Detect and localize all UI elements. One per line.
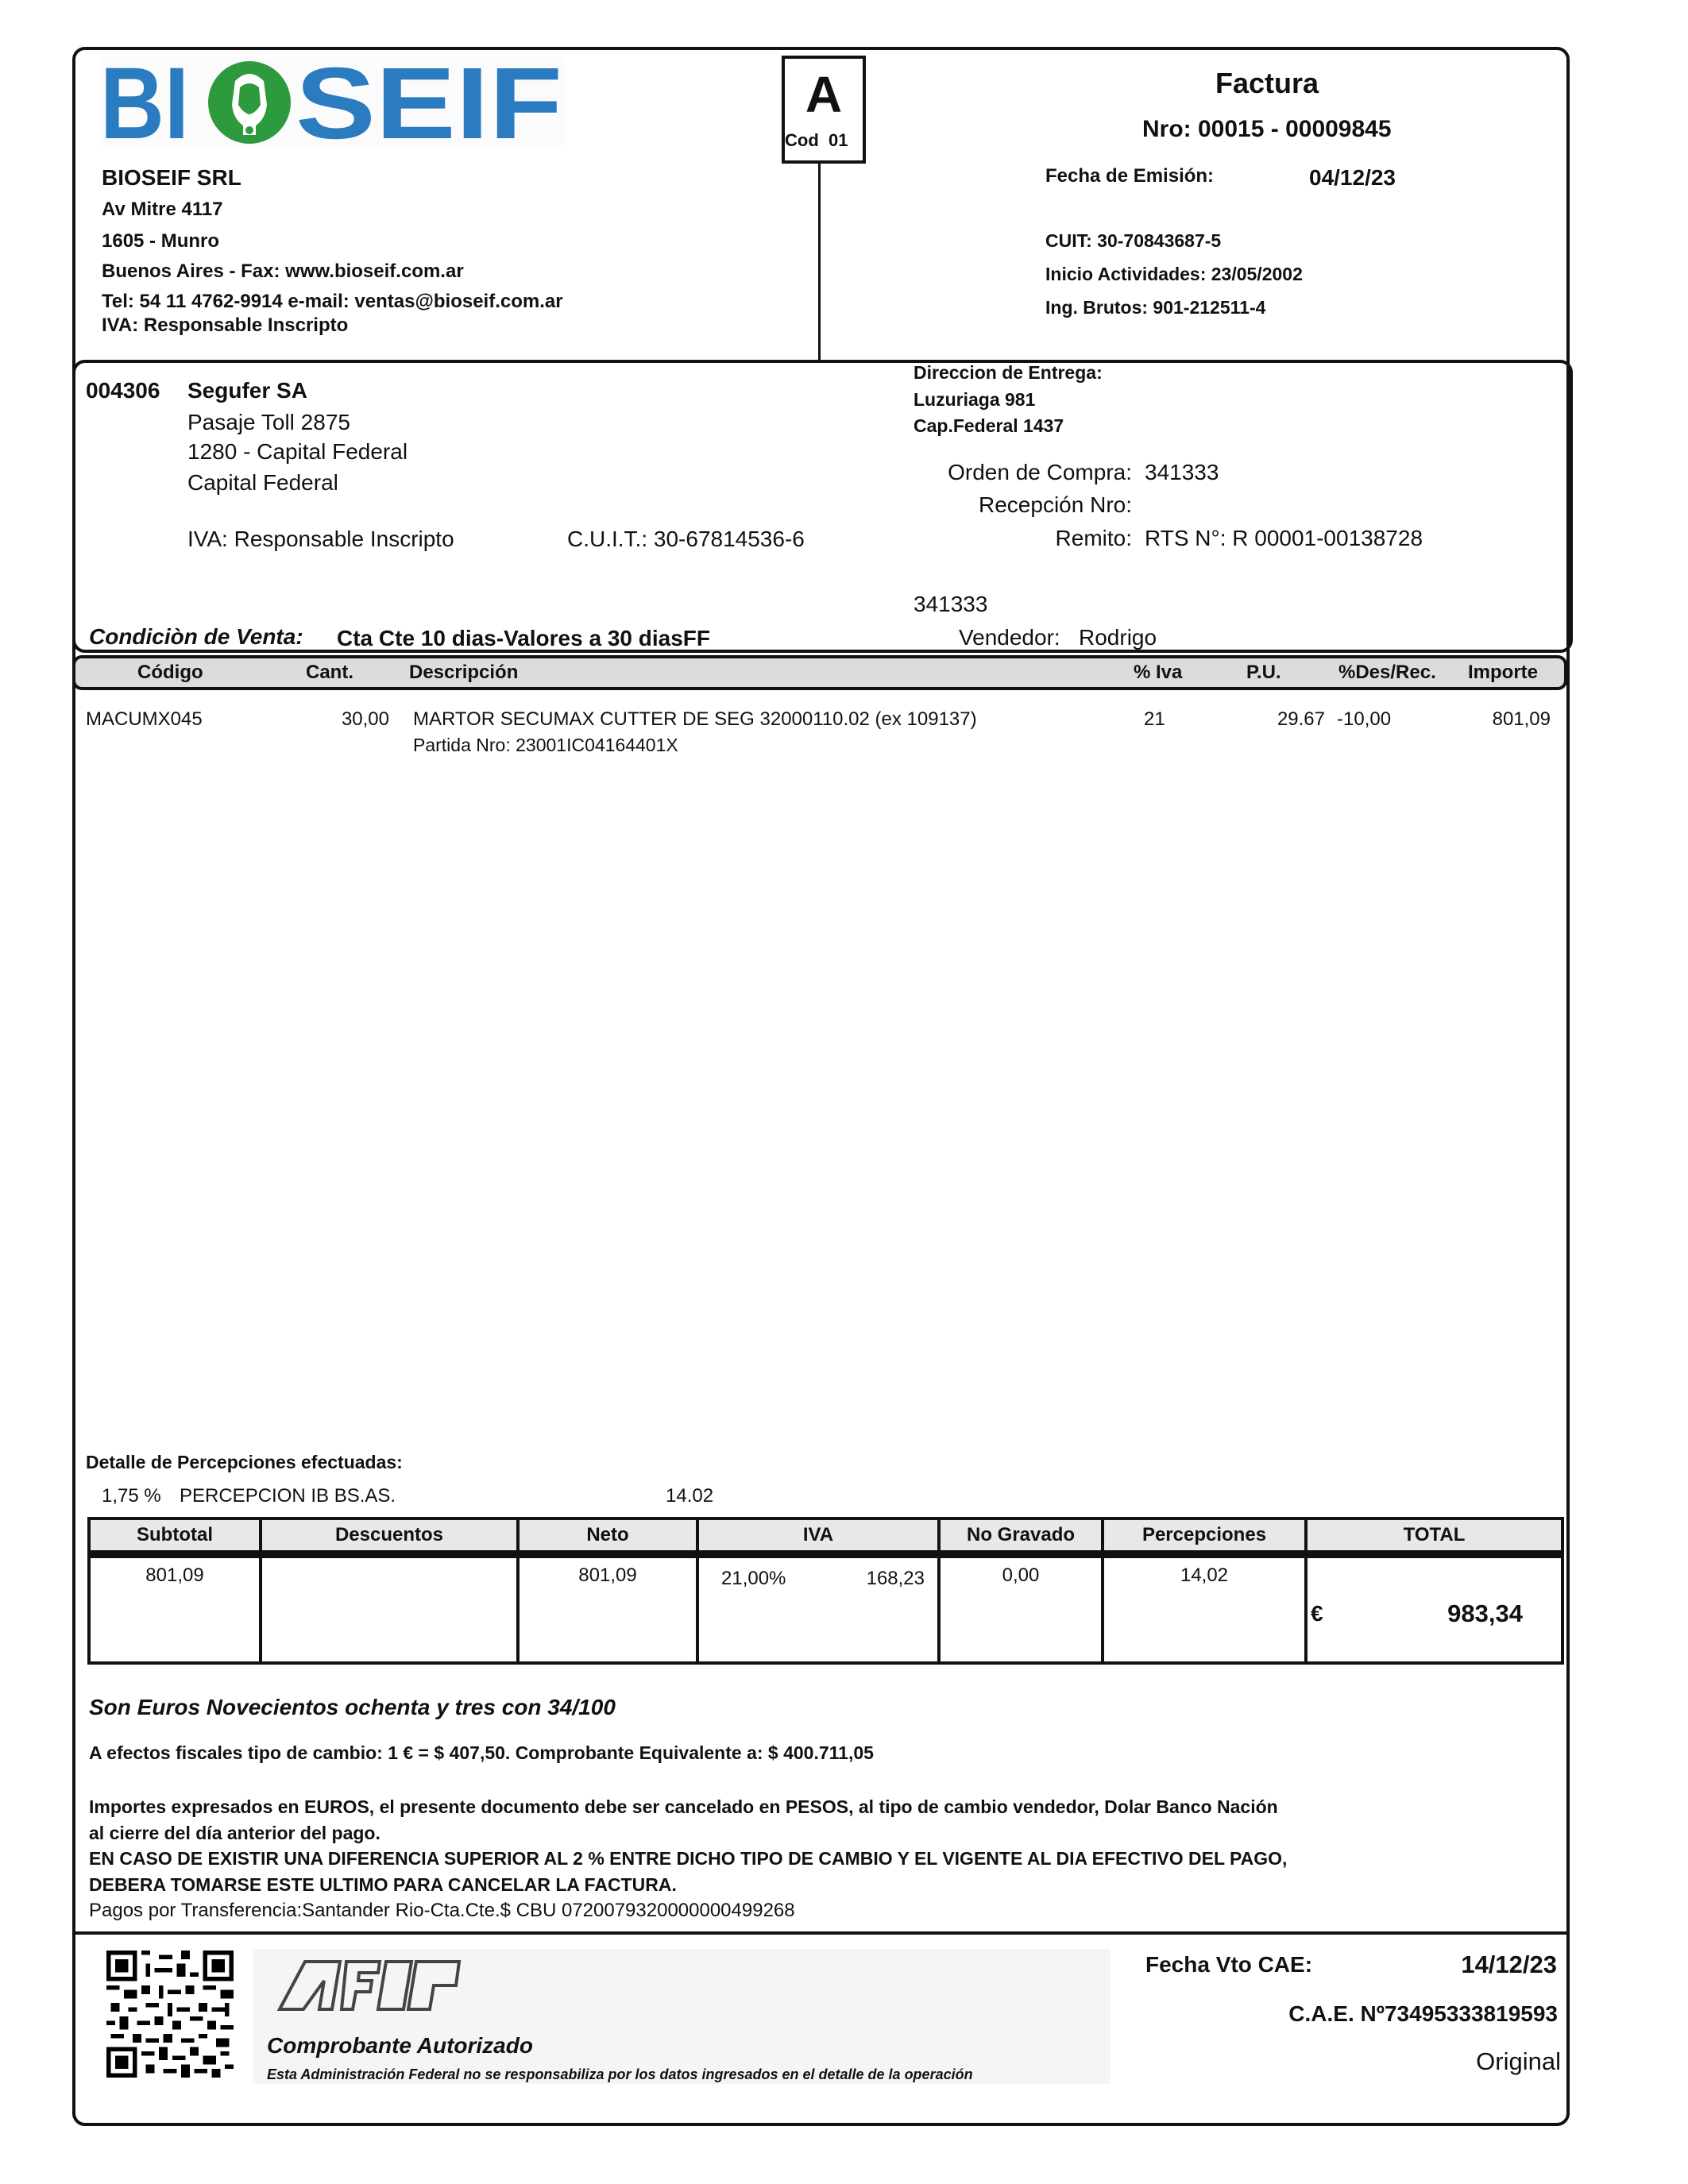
issuer-city: 1605 - Munro [102, 230, 220, 252]
invoice-number: Nro: 00015 - 00009845 [1142, 116, 1392, 142]
item-descripcion: MARTOR SECUMAX CUTTER DE SEG 32000110.02 (ex 109137) [413, 708, 977, 730]
col-pu: P.U. [1246, 662, 1281, 683]
orden-value: 341333 [1145, 460, 1219, 484]
gas-mask-icon [208, 61, 291, 144]
col-iva: % Iva [1134, 662, 1183, 683]
svg-text:BI: BI [100, 57, 189, 146]
neto-value: 801,09 [578, 1565, 637, 1586]
condicion-label: Condiciòn de Venta: [89, 624, 303, 649]
customer-name: Segufer SA [187, 378, 307, 403]
payment-info: Pagos por Transferencia:Santander Rio-Cta.Cte.$ CBU 0720079320000000499268 [89, 1900, 795, 1921]
vendedor-value: Rodrigo [1079, 625, 1157, 650]
issuer-iva: IVA: Responsable Inscripto [102, 314, 349, 336]
iva-amount: 168,23 [866, 1568, 925, 1589]
inicio-actividades: Inicio Actividades: 23/05/2002 [1045, 264, 1303, 284]
delivery-label: Direccion de Entrega: [914, 362, 1103, 383]
th-total: TOTAL [1306, 1518, 1562, 1554]
issuer-contact: Tel: 54 11 4762-9914 e-mail: ventas@bioseif.com.ar [102, 291, 563, 312]
invoice-code: Cod 01 [785, 130, 848, 150]
percepcion-amount: 14.02 [666, 1485, 714, 1507]
currency-note-line2: al cierre del día anterior del pago. [89, 1823, 380, 1843]
customer-address: Pasaje Toll 2875 [187, 410, 350, 434]
customer-city: 1280 - Capital Federal [187, 439, 408, 464]
comprobante-autorizado: Comprobante Autorizado [267, 2033, 533, 2058]
th-percepciones: Percepciones [1103, 1518, 1306, 1554]
document-title: Factura [1215, 67, 1319, 99]
col-desrec: %Des/Rec. [1338, 662, 1436, 683]
currency-note-line1: Importes expresados en EUROS, el presente documento debe ser cancelado en PESOS, al tipo de cambio vendedor, Dolar Banco Nación [89, 1796, 1278, 1817]
col-codigo: Código [137, 662, 203, 683]
items-table-header [72, 655, 1567, 690]
item-detalle: Partida Nro: 23001IC04164401X [413, 735, 678, 755]
cae-due-label: Fecha Vto CAE: [1145, 1952, 1313, 1977]
col-cant: Cant. [306, 662, 353, 683]
th-descuentos: Descuentos [261, 1518, 518, 1554]
remito-value: RTS N°: R 00001-00138728 [1145, 526, 1423, 550]
qr-code-icon [106, 1950, 234, 2078]
percepcion-name: PERCEPCION IB BS.AS. [180, 1485, 396, 1507]
th-subtotal: Subtotal [89, 1518, 261, 1554]
remito-label: Remito: [1055, 526, 1132, 550]
item-codigo: MACUMX045 [86, 708, 203, 730]
copy-label: Original [1476, 2047, 1561, 2075]
afip-disclaimer: Esta Administración Federal no se responsabiliza por los datos ingresados en el detalle de la operación [267, 2066, 973, 2082]
item-desrec: -10,00 [1337, 708, 1392, 730]
invoice-letter: A [805, 66, 843, 123]
vendedor-label: Vendedor: [959, 625, 1060, 650]
header-divider [818, 164, 821, 361]
item-cant: 30,00 [341, 708, 389, 730]
issuer-address: Av Mitre 4117 [102, 199, 223, 220]
issue-date: 04/12/23 [1309, 165, 1396, 190]
th-iva: IVA [697, 1518, 939, 1554]
customer-code: 004306 [86, 378, 160, 403]
iva-rate: 21,00% [721, 1568, 786, 1589]
afip-logo [276, 1957, 515, 2012]
percepcion-rate: 1,75 % [102, 1485, 161, 1507]
issue-date-label: Fecha de Emisión: [1045, 165, 1215, 187]
bioseif-logo [100, 57, 565, 146]
amount-in-words: Son Euros Novecientos ochenta y tres con 34/100 [89, 1695, 616, 1719]
exchange-rate-note: A efectos fiscales tipo de cambio: 1 € = $ 407,50. Comprobante Equivalente a: $ 400.711,05 [89, 1742, 874, 1763]
col-importe: Importe [1468, 662, 1539, 683]
customer-province: Capital Federal [187, 470, 338, 495]
col-descripcion: Descripción [409, 662, 519, 683]
customer-box [72, 360, 1573, 653]
ingresos-brutos: Ing. Brutos: 901-212511-4 [1045, 297, 1266, 318]
condicion-value: Cta Cte 10 dias-Valores a 30 diasFF [337, 626, 710, 650]
reference-number: 341333 [914, 592, 988, 616]
customer-cuit: C.U.I.T.: 30-67814536-6 [567, 527, 805, 551]
svg-text:SEIF: SEIF [295, 57, 562, 146]
totals-values-row [89, 1554, 1562, 1663]
th-no-gravado: No Gravado [939, 1518, 1103, 1554]
customer-iva: IVA: Responsable Inscripto [187, 527, 454, 551]
totals-table [87, 1517, 1564, 1665]
cae-due-value: 14/12/23 [1461, 1951, 1557, 1978]
recepcion-label: Recepción Nro: [979, 492, 1132, 517]
footer-separator [74, 1931, 1568, 1935]
item-pu: 29.67 [1277, 708, 1325, 730]
totals-header-row [89, 1518, 1562, 1554]
percepciones-title: Detalle de Percepciones efectuadas: [86, 1452, 403, 1472]
no-gravado-value: 0,00 [1002, 1565, 1040, 1586]
delivery-line1: Luzuriaga 981 [914, 389, 1036, 410]
subtotal-value: 801,09 [145, 1565, 204, 1586]
currency-symbol: € [1311, 1601, 1323, 1626]
issuer-name: BIOSEIF SRL [102, 165, 241, 190]
item-iva: 21 [1144, 708, 1165, 730]
cae-number: C.A.E. Nº73495333819593 [1288, 2001, 1558, 2026]
item-importe: 801,09 [1492, 708, 1551, 730]
percepciones-value: 14,02 [1180, 1565, 1229, 1586]
currency-note-line3: EN CASO DE EXISTIR UNA DIFERENCIA SUPERIOR AL 2 % ENTRE DICHO TIPO DE CAMBIO Y EL VIGENTE AL DIA EFECTIVO DEL PAGO, [89, 1848, 1288, 1869]
th-neto: Neto [518, 1518, 697, 1554]
invoice-letter-box [782, 56, 866, 164]
orden-label: Orden de Compra: [948, 460, 1132, 484]
currency-note-line4: DEBERA TOMARSE ESTE ULTIMO PARA CANCELAR LA FACTURA. [89, 1874, 677, 1895]
afip-panel [253, 1949, 1111, 2084]
total-value: 983,34 [1447, 1599, 1523, 1627]
issuer-cuit: CUIT: 30-70843687-5 [1045, 230, 1222, 251]
delivery-line2: Cap.Federal 1437 [914, 415, 1064, 436]
issuer-fax: Buenos Aires - Fax: www.bioseif.com.ar [102, 260, 464, 282]
